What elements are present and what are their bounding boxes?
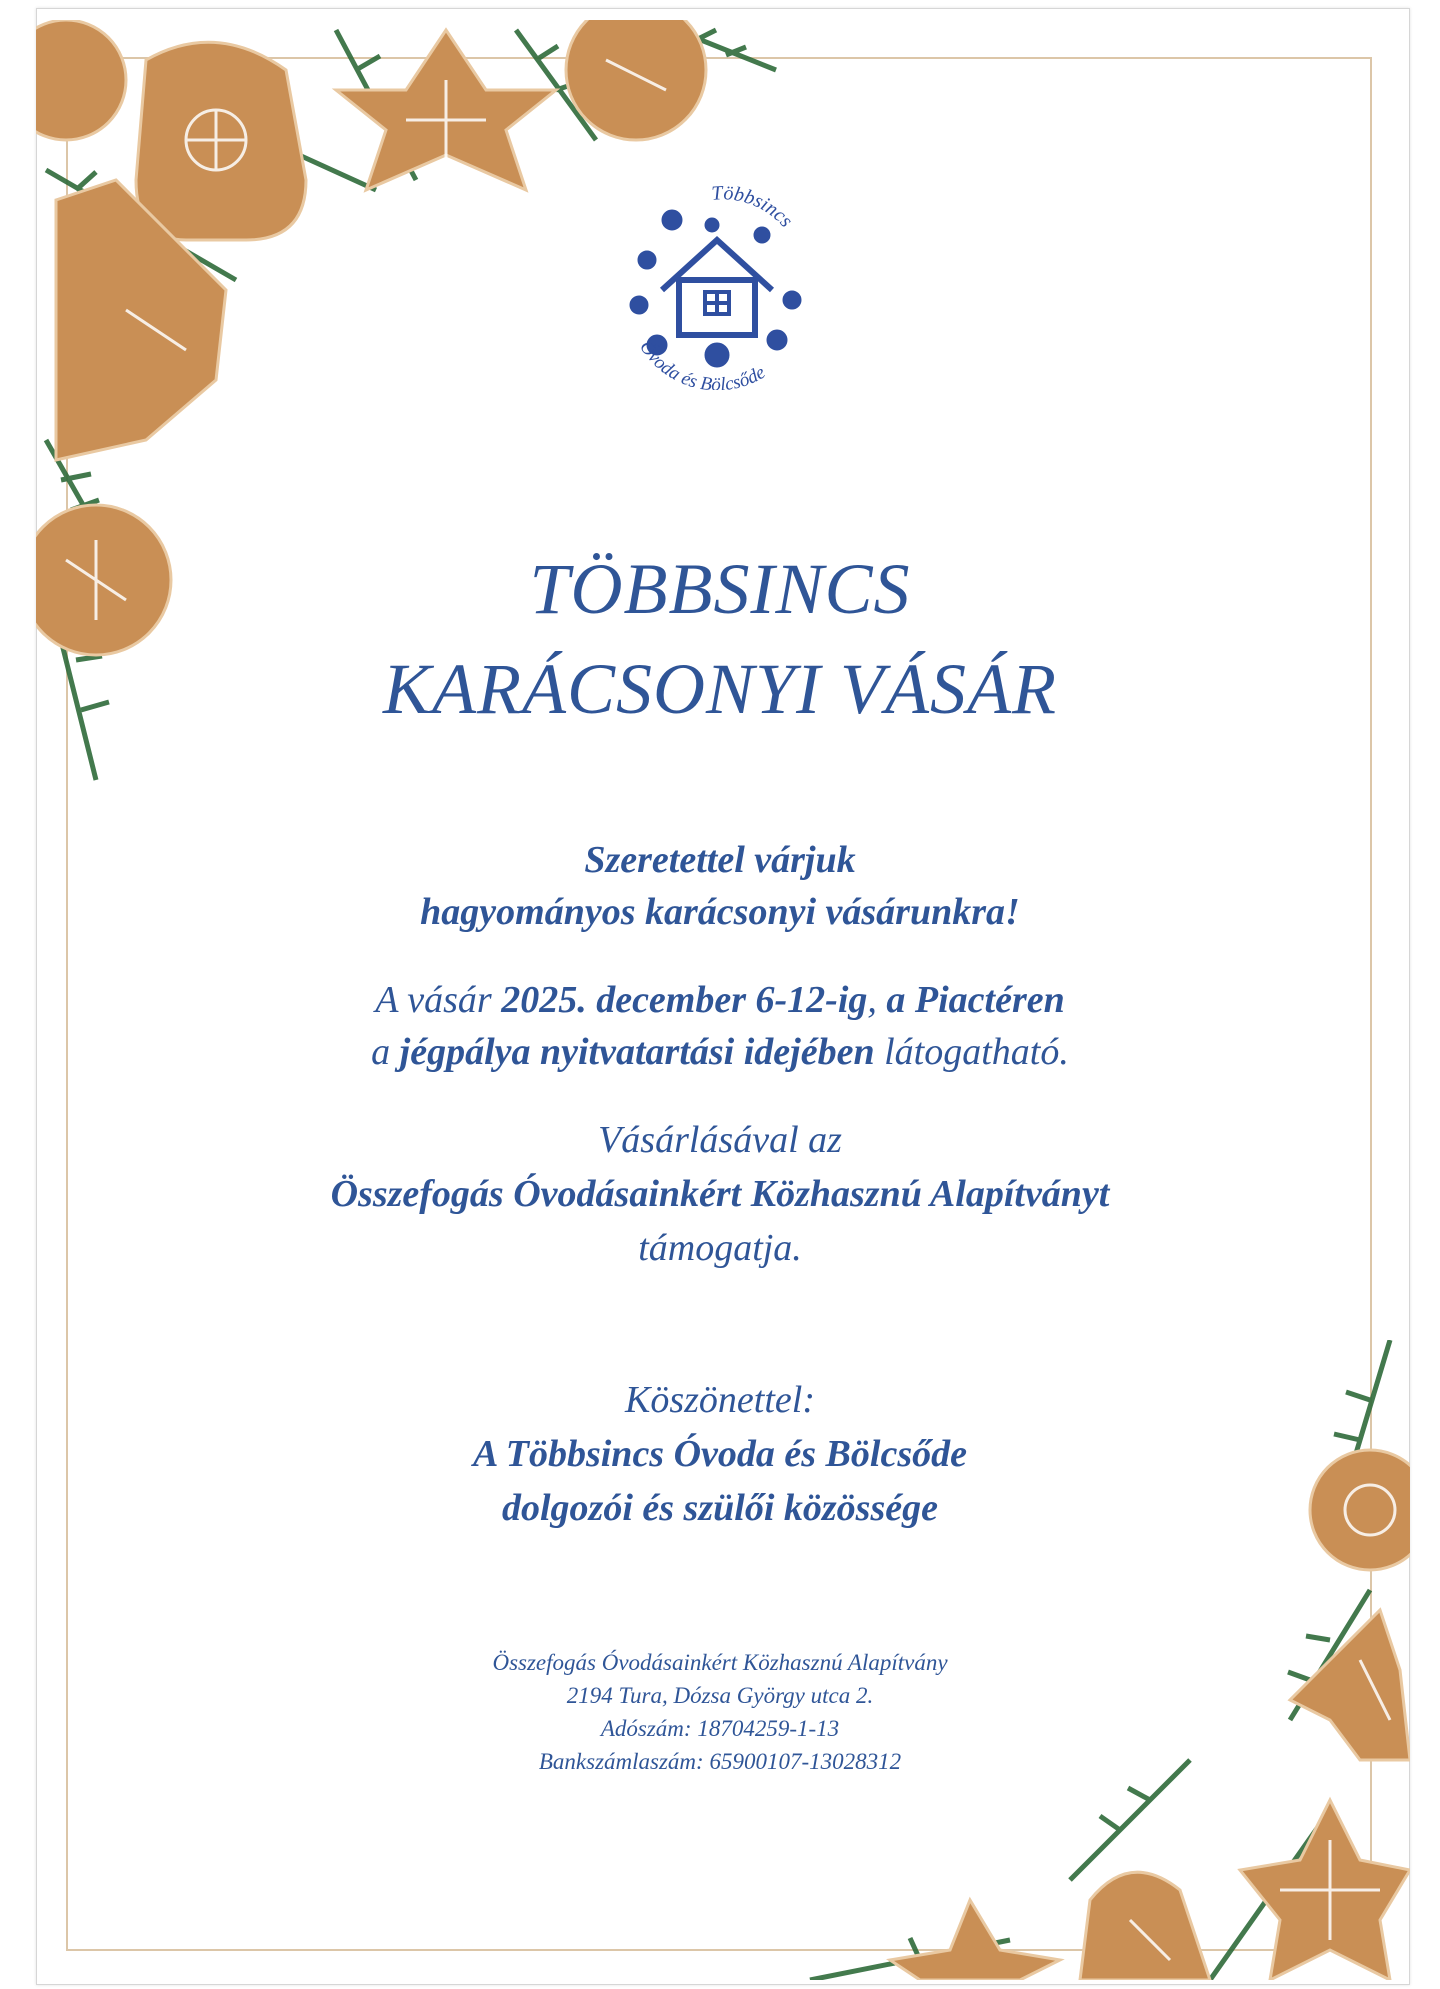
- foundation-name: Összefogás Óvodásainkért Közhasznú Alapítványt: [330, 1173, 1110, 1215]
- text: ,: [867, 979, 887, 1021]
- dates-line: [0, 978, 1440, 1022]
- thanks-line-2: A Többsincs Óvoda és Bölcsőde: [473, 1433, 967, 1475]
- kindergarten-logo: [617, 180, 817, 390]
- event-hours: jégpálya nyitvatartási idejében: [399, 1031, 875, 1073]
- hours-line: [0, 1030, 1440, 1074]
- event-dates: 2025. december 6-12-ig: [501, 979, 868, 1021]
- svg-text:Óvoda és Bölcsőde: Óvoda és Bölcsőde: [635, 337, 770, 390]
- title-line-1: TÖBBSINCS: [529, 549, 911, 629]
- footer-bank-account: Bankszámlaszám: 65900107-13028312: [538, 1749, 902, 1774]
- event-location: a Piactéren: [886, 979, 1065, 1021]
- text: a: [371, 1031, 400, 1073]
- thanks-line-1: Köszönettel:: [625, 1379, 815, 1421]
- support-line-3: támogatja.: [638, 1227, 802, 1269]
- support-line-1: Vásárlásával az: [598, 1119, 842, 1161]
- greeting-line-1: Szeretettel várjuk: [584, 839, 856, 881]
- svg-text:Többsincs: Többsincs: [710, 182, 798, 232]
- text: látogatható.: [874, 1031, 1069, 1073]
- footer-tax-number: Adószám: 18704259-1-13: [600, 1716, 840, 1741]
- title-line-2: KARÁCSONYI VÁSÁR: [383, 649, 1057, 729]
- greeting-line-2: hagyományos karácsonyi vásárunkra!: [420, 891, 1020, 933]
- text: A vásár: [375, 979, 502, 1021]
- footer-foundation: Összefogás Óvodásainkért Közhasznú Alapítvány: [492, 1650, 948, 1675]
- footer-address: 2194 Tura, Dózsa György utca 2.: [566, 1683, 874, 1708]
- thanks-line-3: dolgozói és szülői közössége: [502, 1487, 938, 1529]
